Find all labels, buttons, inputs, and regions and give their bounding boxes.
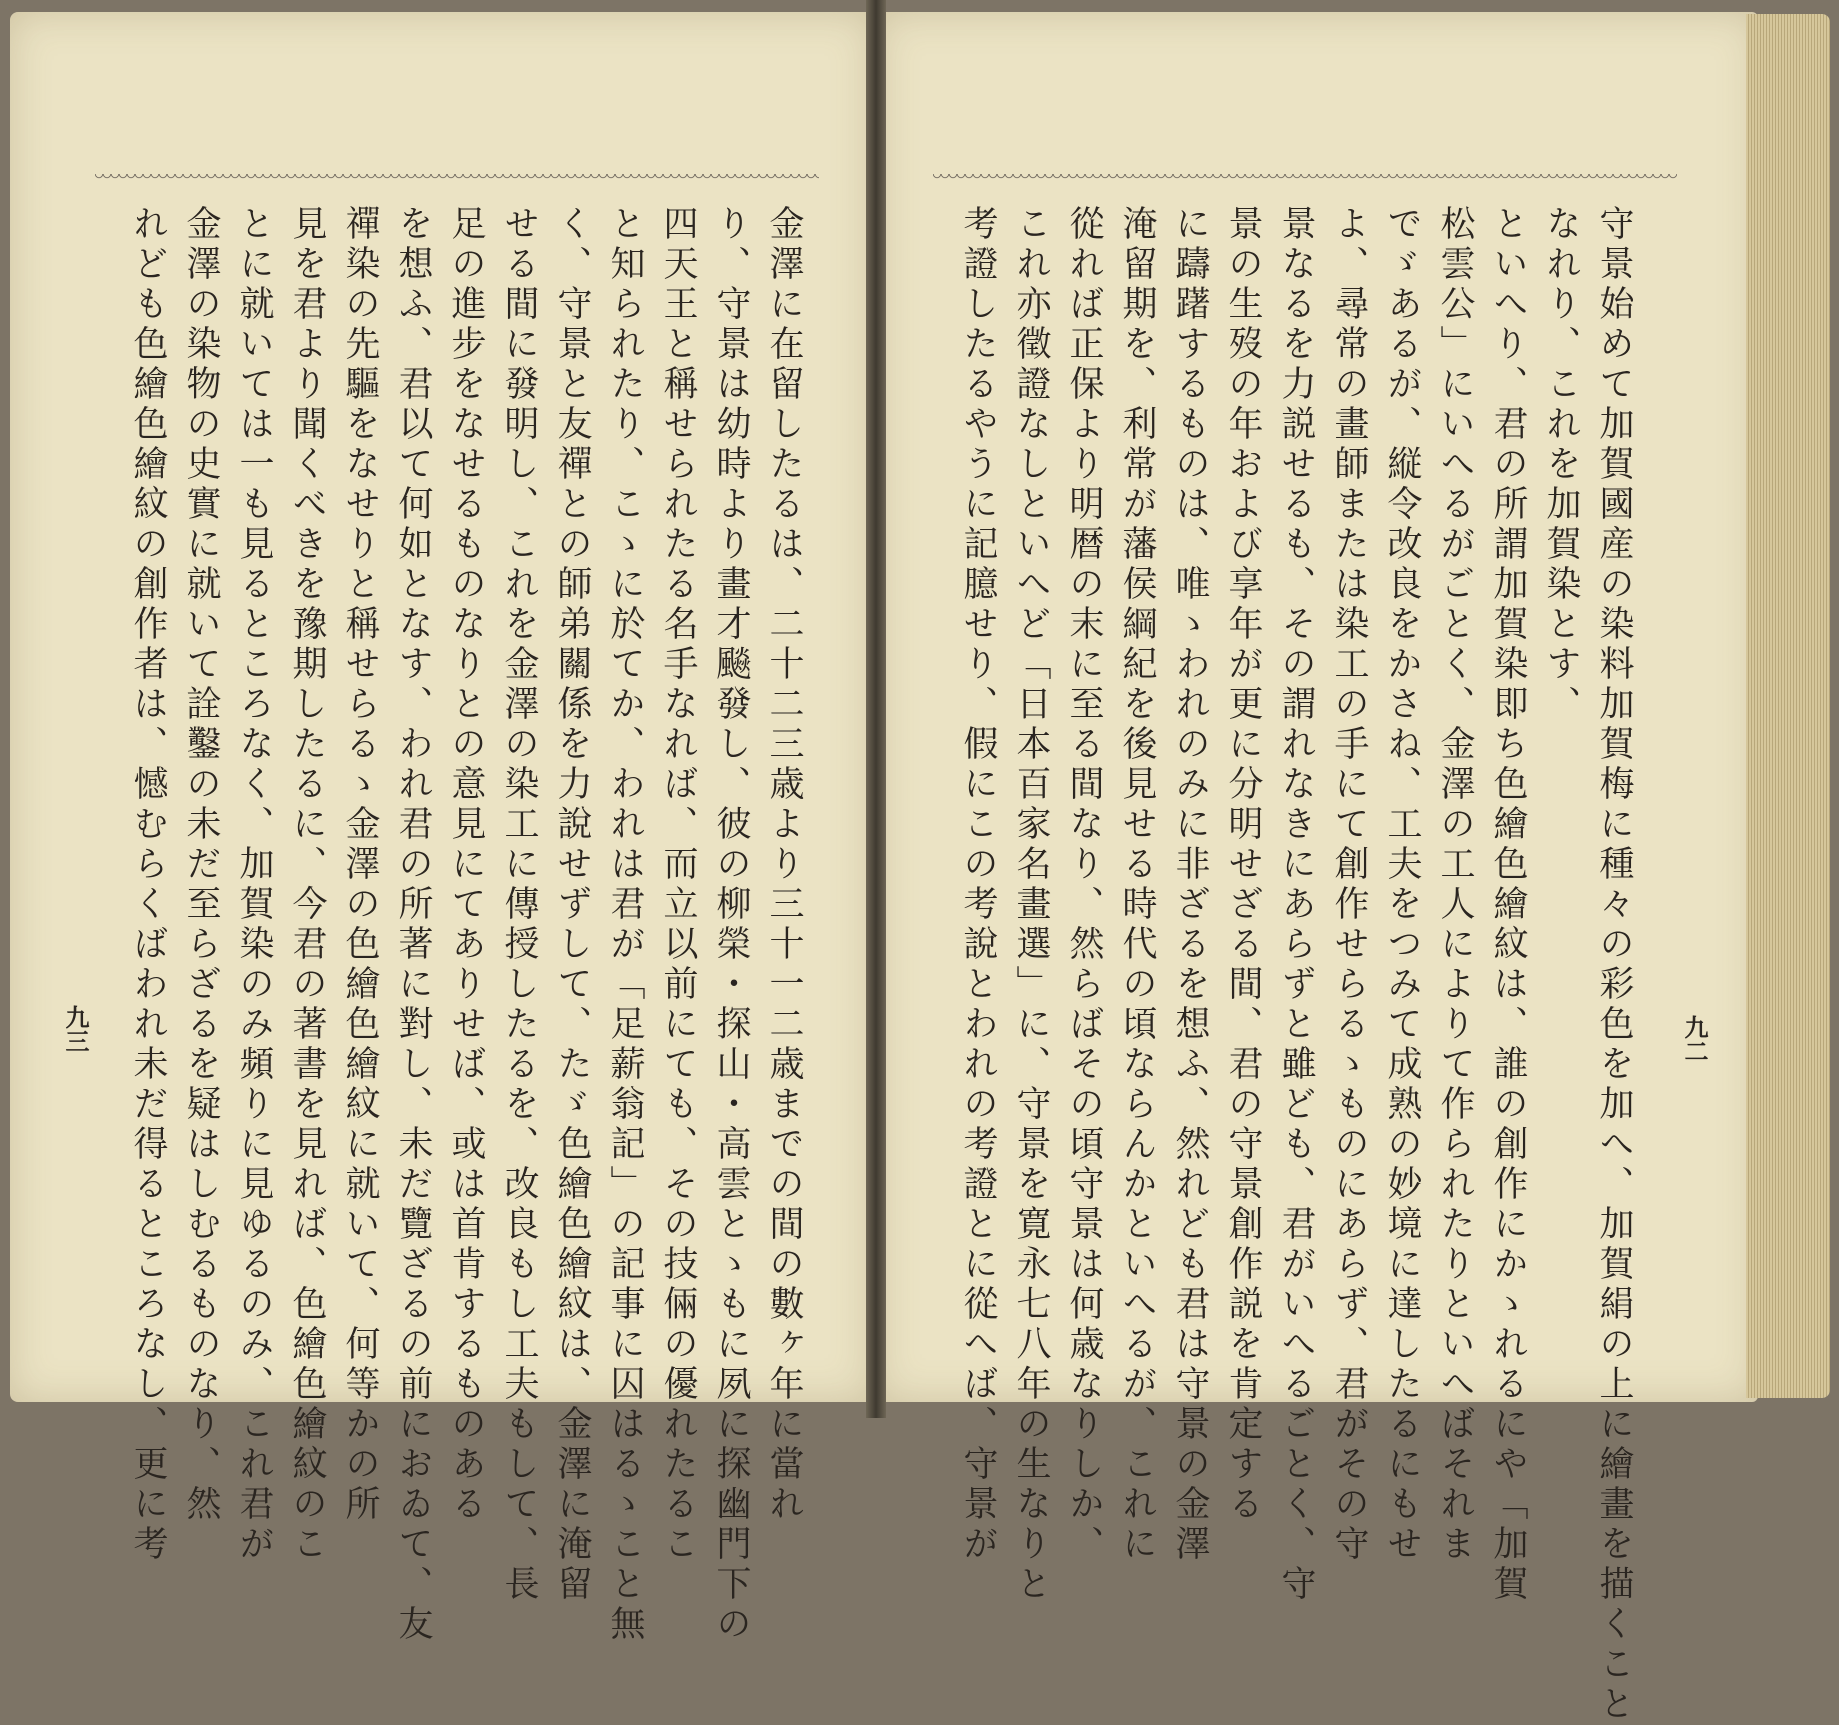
book-gutter bbox=[866, 0, 886, 1418]
text-column: とに就いては一も見るところなく、加賀染のみ頻りに見ゆるのみ、これ君が bbox=[234, 205, 274, 1565]
text-column: これ亦徵證なしといへど「日本百家名畫選」に、守景を寛永七八年の生なりと bbox=[1011, 205, 1051, 1605]
text-column: なれり、これを加賀染とす、 bbox=[1541, 205, 1581, 725]
text-column: 金澤に在留したるは、二十二三歳より三十一二歳までの間の數ヶ年に當れ bbox=[764, 205, 804, 1525]
text-column: といへり、君の所謂加賀染即ち色繪色繪紋は、誰の創作にかゝれるにや「加賀 bbox=[1488, 205, 1528, 1605]
text-column: 金澤の染物の史實に就いて詮鑿の未だ至らざるを疑はしむるものなり、然 bbox=[181, 205, 221, 1525]
right-page-number: 九二 bbox=[1680, 1015, 1709, 1063]
text-column: 見を君より聞くべきを豫期したるに、今君の著書を見れば、色繪色繪紋のこ bbox=[287, 205, 327, 1565]
page-edges bbox=[1746, 14, 1830, 1398]
text-column: 景なるを力説せるも、その謂れなきにあらずと雖ども、君がいへるごとく、守 bbox=[1276, 205, 1316, 1605]
text-column: 禪染の先驅をなせりと稱せらるゝ金澤の色繪色繪紋に就いて、何等かの所 bbox=[340, 205, 380, 1525]
left-page-number: 九三 bbox=[61, 1005, 90, 1053]
left-page-text bbox=[100, 205, 810, 1645]
text-column: よ、尋常の畫師または染工の手にて創作せらるゝものにあらず、君がその守 bbox=[1329, 205, 1369, 1565]
text-column: と知られたり、こゝに於てか、われは君が「足薪翁記」の記事に囚はるゝこと無 bbox=[605, 205, 645, 1645]
text-column: 守景始めて加賀國産の染料加賀梅に種々の彩色を加へ、加賀絹の上に繪畫を描くこと bbox=[1594, 205, 1634, 1725]
right-page-text bbox=[940, 205, 1640, 1725]
right-header-rule bbox=[933, 174, 1677, 184]
text-column: 景の生歿の年および享年が更に分明せざる間、君の守景創作説を肯定する bbox=[1223, 205, 1263, 1525]
left-header-rule bbox=[95, 174, 819, 184]
text-column: 從れば正保より明暦の末に至る間なり、然らばその頃守景は何歳なりしか、 bbox=[1064, 205, 1104, 1565]
text-column: せる間に發明し、これを金澤の染工に傳授したるを、改良もし工夫もして、長 bbox=[499, 205, 539, 1605]
text-column: り、守景は幼時より畫才飈發し、彼の柳榮・探山・高雲とゝもに夙に探幽門下の bbox=[711, 205, 751, 1645]
text-column: 淹留期を、利常が藩侯綱紀を後見せる時代の頃ならんかといへるが、これに bbox=[1117, 205, 1157, 1565]
text-column: 四天王と稱せられたる名手なれば、而立以前にても、その技倆の優れたるこ bbox=[658, 205, 698, 1565]
text-column: く、守景と友禪との師弟關係を力說せずして、たゞ色繪色繪紋は、金澤に淹留 bbox=[552, 205, 592, 1605]
text-column: に躊躇するものは、唯ゝわれのみに非ざるを想ふ、然れども君は守景の金澤 bbox=[1170, 205, 1210, 1565]
text-column: を想ふ、君以て何如となす、われ君の所著に對し、未だ覽ざるの前におゐて、友 bbox=[393, 205, 433, 1645]
text-column: 松雲公」にいへるがごとく、金澤の工人によりて作られたりといへばそれま bbox=[1435, 205, 1475, 1565]
text-column: 足の進步をなせるものなりとの意見にてありせば、或は首肯するものある bbox=[446, 205, 486, 1525]
text-column: 考證したるやうに記臆せり、假にこの考說とわれの考證とに從へば、守景が bbox=[958, 205, 998, 1565]
text-column: でゞあるが、縦令改良をかさね、工夫をつみて成熟の妙境に達したるにもせ bbox=[1382, 205, 1422, 1565]
text-column: れども色繪色繪紋の創作者は、憾むらくばわれ未だ得るところなし、更に考 bbox=[128, 205, 168, 1565]
